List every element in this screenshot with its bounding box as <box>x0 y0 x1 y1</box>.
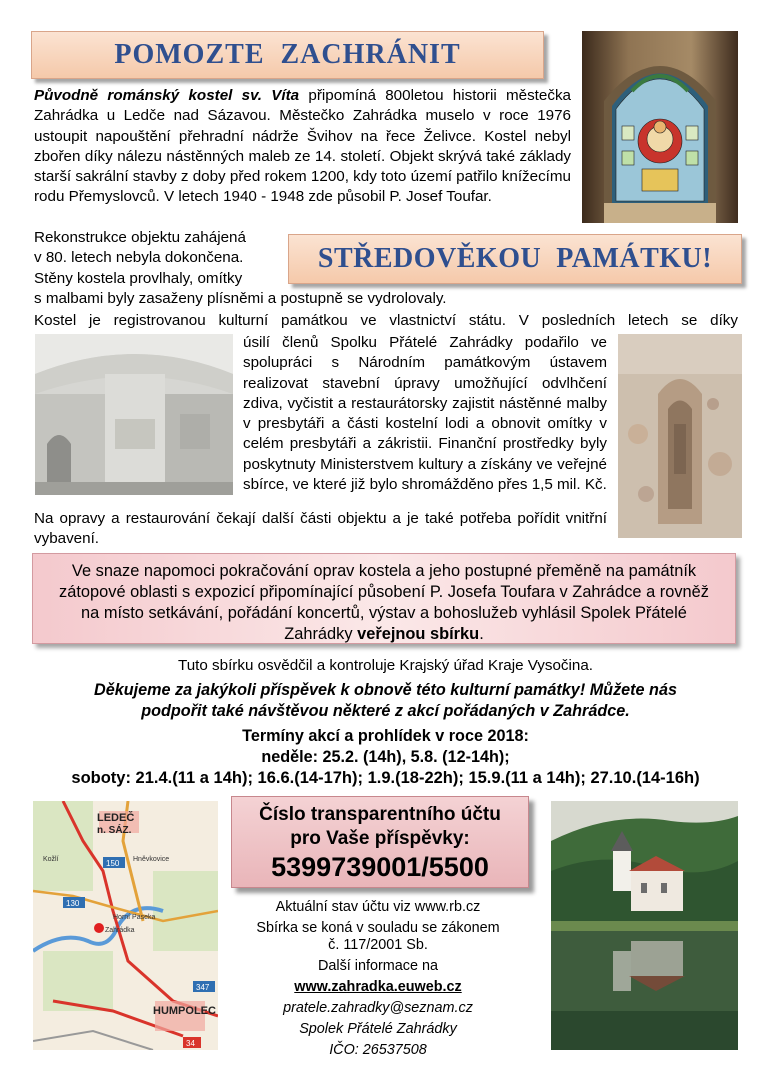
account-line-1: Číslo transparentního účtu <box>259 804 501 825</box>
map-town-2: HUMPOLEC <box>153 1005 216 1017</box>
account-number: 5399739001/5500 <box>271 852 489 882</box>
subtitle-banner <box>288 234 742 284</box>
appeal-text: Ve snaze napomoci pokračování oprav kostela a jeho postupné přeměně na památník zátopové oblasti s expozicí připomínající působení P. Josefa Toufara v Zahrádce a rovněž na místo setkávání, pořádání koncertů, výstav a bohoslužeb vyhlásil Spolek Přátelé Zahrádky <box>59 562 709 643</box>
registered-line-1: Kostel je registrovanou kulturní památkou ve vlastnictví státu. V posledních letech se díky <box>34 312 738 329</box>
email-link[interactable]: pratele.zahradky@seznam.cz <box>283 1000 473 1016</box>
reconstruction-line-3: Stěny kostela provlhaly, omítky <box>34 269 243 287</box>
map-road-2: 130 <box>66 899 80 908</box>
page-subtitle: STŘEDOVĚKOU PAMÁTKU! <box>317 243 713 274</box>
info-law-2: č. 117/2001 Sb. <box>328 937 428 953</box>
intro-lead: Původně románský kostel sv. Víta <box>34 87 300 104</box>
map-road-1: 150 <box>106 859 120 868</box>
info-balance: Aktuální stav účtu viz www.rb.cz <box>275 899 481 915</box>
appeal-end: . <box>479 625 484 643</box>
map-road-3: 347 <box>196 983 210 992</box>
account-line-2: pro Vaše příspěvky: <box>290 828 470 849</box>
certified-text: Tuto sbírku osvědčil a kontroluje Krajský úřad Kraje Vysočina. <box>177 657 594 674</box>
appeal-bold: veřejnou sbírku <box>357 625 480 643</box>
stained-glass-window-photo <box>582 31 738 223</box>
intro-paragraph <box>34 86 571 208</box>
title-banner <box>31 31 544 79</box>
church-interior-photo <box>35 334 233 495</box>
page-title: POMOZTE ZACHRÁNIT <box>114 39 461 70</box>
website-link[interactable]: www.zahradka.euweb.cz <box>294 979 462 995</box>
info-org: Spolek Přátelé Zahrádky <box>299 1021 457 1037</box>
reconstruction-line-4: s malbami byly zasaženy plísněmi a postupně se vydrolovaly. <box>34 290 447 307</box>
reconstruction-text <box>34 228 279 289</box>
account-box <box>231 796 529 888</box>
map-town-1b: n. SÁZ. <box>97 825 132 836</box>
events-saturdays: soboty: 21.4.(11 a 14h); 16.6.(14-17h); 1.9.(18-22h); 15.9.(11 a 14h); 27.10.(14-16h) <box>71 769 700 787</box>
location-map <box>33 801 218 1050</box>
thanks-line-2: podpořit také návštěvou některé z akcí pořádaných v Zahrádce. <box>141 702 630 720</box>
wall-painting-photo <box>618 334 742 538</box>
registered-middle-text: úsilí členů Spolku Přátelé Zahrádky podařilo ve spolupráci s Národním památkovým ústavem realizovat stavební úpravy umožňující odvlhčení zdiva, vyčistit a restaurátorsky zajistit nástěnné malby v presbytáři a části kostelní lodi a obnovit omítky v celém presbytáři a zákristii. Finanční prostředky byly poskytnuty Ministerstvem kultury a získány ve veřejné sbírce, ve které již bylo shromážděno přes 1,5 mil. Kč. <box>243 334 607 494</box>
info-ico: IČO: 26537508 <box>329 1042 427 1058</box>
map-place-2: Horní Paseka <box>113 914 156 921</box>
registered-tail-text: Na opravy a restaurování čekají další části objektu a je také potřeba pořídit vnitřní vybavení. <box>34 510 607 548</box>
reconstruction-line-1: Rekonstrukce objektu zahájená <box>34 229 246 246</box>
map-place-4: Hněvkovice <box>133 856 170 863</box>
map-town-1: LEDEČ <box>97 812 135 824</box>
thanks-line-1: Děkujeme za jakýkoli příspěvek k obnově této kulturní památky! Můžete nás <box>94 681 677 699</box>
reconstruction-line-2: v 80. letech nebyla dokončena. <box>34 249 244 267</box>
map-place-3: Kožlí <box>43 856 59 863</box>
info-more: Další informace na <box>318 958 438 974</box>
info-block <box>228 897 528 1061</box>
map-place-1: Zahrádka <box>105 927 135 934</box>
events-sundays: neděle: 25.2. (14h), 5.8. (12-14h); <box>261 748 510 766</box>
events-block <box>0 726 771 789</box>
thanks-text <box>0 680 771 722</box>
church-lake-photo <box>551 801 738 1050</box>
intro-text: připomíná 800letou historii městečka Zahrádka u Ledče nad Sázavou. Městečko Zahrádka muselo v roce 1976 ustoupit napouštění přehradní nádrže Švihov na řece Želivce. Kostel nebyl zbořen díky nálezu nástěnných maleb ze 14. století. Objekt skrývá také základy starší sakrální stavby z doby před rokem 1200, kdy toto území patřilo knížecímu rodu Přemyslovců. V letech 1940 - 1948 zde působil P. Josef Toufar. <box>34 87 571 206</box>
events-heading: Termíny akcí a prohlídek v roce 2018: <box>242 727 529 745</box>
info-law-1: Sbírka se koná v souladu se zákonem <box>256 920 500 936</box>
map-road-4: 34 <box>186 1039 195 1048</box>
appeal-box <box>32 553 736 644</box>
